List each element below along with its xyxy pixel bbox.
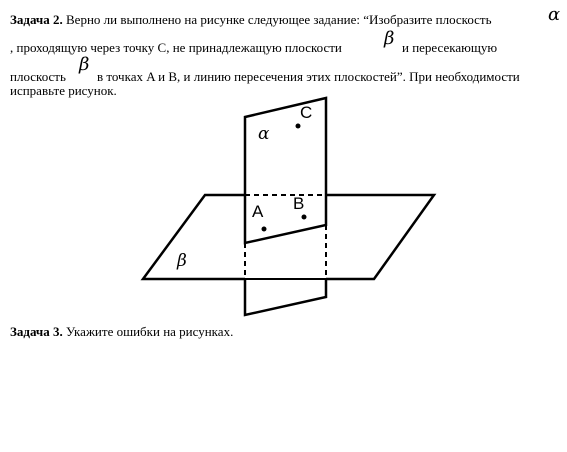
point-a-dot xyxy=(262,227,267,232)
point-c-dot xyxy=(296,124,301,129)
label-point-b: B xyxy=(293,194,305,213)
task2-line3-head: плоскость xyxy=(10,69,66,84)
plane-alpha-lower xyxy=(245,279,326,315)
task2-label: Задача 2. xyxy=(10,12,63,27)
task3-text: Укажите ошибки на рисунках. xyxy=(66,324,234,339)
alpha-symbol-inline: α xyxy=(548,4,561,25)
task2-line4: исправьте рисунок. xyxy=(10,83,117,98)
task2-text-line2: , проходящую через точку C, не принадлежащую плоскости xyxy=(10,40,342,55)
task2-line2-tail: и пересекающую xyxy=(402,40,498,55)
task3-label: Задача 3. xyxy=(10,324,63,339)
beta-symbol-inline-2: β xyxy=(79,54,90,75)
task3-line xyxy=(10,324,233,339)
label-point-c: C xyxy=(300,103,313,122)
task2-text-line1: Верно ли выполнено на рисунке следующее задание: “Изобразите плоскость xyxy=(66,12,492,27)
beta-symbol-inline-1: β xyxy=(384,28,395,49)
plane-beta-left-edge xyxy=(143,195,245,279)
plane-beta-right-edge xyxy=(326,195,434,279)
label-point-a: A xyxy=(252,202,264,221)
task2-line3-tail: в точках A и B, и линию пересечения этих плоскостей”. При необходимости xyxy=(97,69,520,84)
point-b-dot xyxy=(302,215,307,220)
label-alpha: α xyxy=(258,124,270,144)
label-beta: β xyxy=(177,251,187,271)
